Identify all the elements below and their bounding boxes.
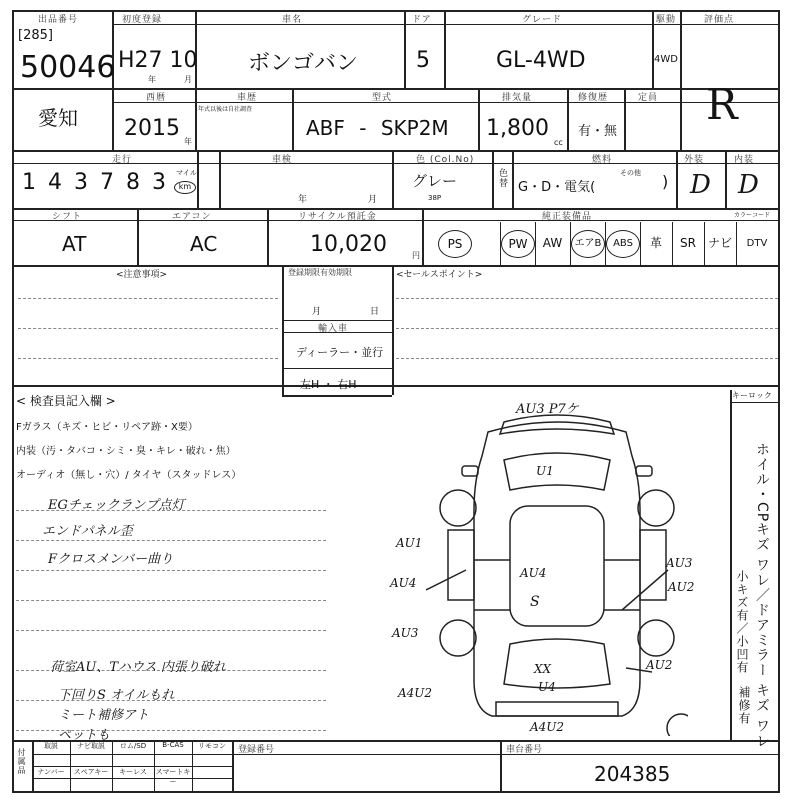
registration-number-label: 登録番号 [238,745,275,755]
equipment-list [422,222,778,265]
rear-bumper [496,702,618,716]
accessory-item: 取説 [44,742,58,750]
equipment-label: PS [438,230,472,258]
inspector-title: < 検査員記入欄 > [16,394,116,408]
rule [32,754,232,755]
mileage-digit: 4 [48,170,62,195]
accessories-row-1 [32,741,232,754]
door-label: ドア [412,15,432,25]
inspection-month: 月 [368,195,378,205]
rule [232,740,234,792]
history-label: 車歴 [237,93,258,103]
ac-value: AC [190,232,218,256]
model-value: ABF - SKP2M [306,116,449,140]
equipment-label: PW [501,230,535,258]
rule [282,395,392,397]
deadline-day: 日 [370,307,380,317]
displacement-label: 排気量 [502,93,533,103]
accessory-item: ナビ取説 [77,742,105,750]
rule [12,385,780,387]
fuel-value: G・D・電気( [518,180,596,195]
rule [392,265,394,395]
accessory-item: スペアキー [73,768,109,776]
rule [392,150,394,208]
rule [730,402,778,403]
rule [197,150,199,208]
mileage-digit: 8 [126,170,140,195]
damage-legend-main: ホイル・CPキズ ワレ／ドアミラー キズ ワレ [754,442,770,749]
remark-4: 荷室AU、Tハウス 内張り破れ [50,660,226,675]
car-name-label: 車名 [282,15,303,25]
rule [730,390,732,740]
dash-line [18,328,278,329]
rule [624,88,626,150]
dash-line [16,570,326,571]
lot-number: 50046 [20,50,116,85]
lot-label: 出品番号 [38,15,79,25]
repair-value: 有・無 [578,124,618,139]
color-code-tag: カラーコード [734,212,771,219]
first-reg-year-unit: 年 [148,75,156,84]
remark-2: エンドパネル歪 [42,524,133,539]
rule [680,10,682,150]
rule [404,10,406,88]
displacement-unit: cc [554,138,563,147]
recycle-label: リサイクル預託金 [298,212,377,222]
vehicle-diagram [426,410,688,736]
rule [137,208,139,265]
mark-front-bumper: AU3 P7ケ [516,402,579,417]
import-label: 輸入車 [318,324,349,334]
rule [267,208,269,265]
accessory-item: スマートキー [155,768,191,786]
equipment-item [422,222,500,265]
fuel-close-paren: ) [662,172,669,191]
drive-value: 4WD [654,54,678,65]
equipment-label: 純正装備品 [542,212,593,222]
car-name-value: ボンゴバン [248,51,359,76]
mileage-digit: 1 [22,170,36,195]
color-change-label: 色替 [497,168,507,188]
damage-legend-repair: 補修有 [737,686,751,725]
mark-roof-s: S [530,594,540,610]
damage-legend-sub: 小キズ有／小凹有 [735,570,749,674]
equipment-label: DTV [746,238,768,249]
model-label: 型式 [372,93,393,103]
mileage-unit-km: km [174,181,196,194]
region-value: 愛知 [38,106,78,130]
color-label: 色 (Col.No) [416,155,475,165]
windshield [504,453,610,490]
equipment-label: AW [542,236,563,250]
shift-value: AT [62,232,87,256]
equipment-label: 革 [649,236,662,250]
rule [292,88,294,150]
remark-5: 下回りS オイルもれ [58,688,175,703]
rule [12,88,780,90]
wheel-front-right [638,490,674,526]
mark-rear-bumper: A4U2 [530,720,565,734]
color-code: 38P [428,194,442,202]
rule [652,10,654,88]
chassis-number-label: 車台番号 [506,745,543,755]
drive-label: 駆動 [656,15,677,25]
rule [676,150,678,208]
year-label: 西暦 [146,93,167,103]
eval-label: 評価点 [704,15,735,25]
door-value: 5 [416,48,430,73]
mirror-right [636,466,652,476]
dash-line [396,358,778,359]
pointer-line [426,570,466,590]
accessories-label: 付属品 [17,748,26,775]
rule [492,150,494,208]
equipment-item [640,222,672,265]
recycle-value: 10,020 [310,232,387,257]
mirror-left [462,466,478,476]
auction-sheet [12,10,780,792]
rule [778,10,780,792]
accessory-item: B-CAS [162,741,184,749]
inspection-year: 年 [298,195,308,205]
accessories-row-2 [32,767,232,786]
mark-right-front: AU3 [666,556,693,570]
displacement-value: 1,800 [486,116,549,141]
accessory-item: リモコン [198,742,226,750]
rule [500,740,502,792]
recycle-unit: 円 [412,251,420,260]
mark-hood: U1 [536,464,554,478]
eval-value: R [706,80,738,129]
rule [12,208,780,210]
capacity-label: 定員 [638,93,659,103]
pointer-line [622,570,668,610]
dash-line [16,630,326,631]
rule [32,778,232,779]
equipment-item [736,222,778,265]
interior-line: 内装（汚・タバコ・シミ・臭・キレ・破れ・焦） [16,446,236,457]
mileage-digit: 3 [74,170,88,195]
mark-left-mid: AU4 [390,576,417,590]
deadline-label: 登録期限有効期限 [288,268,352,277]
remark-1: EGチェックランプ点灯 [48,498,185,513]
accessory-item: ロム/SD [119,742,147,750]
keylock-label: キーロック [732,391,772,400]
rule [282,265,284,395]
mark-left-front: AU1 [396,536,423,550]
dash-line [396,328,778,329]
repair-label: 修復歴 [578,93,609,103]
right-side-panel [640,530,666,600]
rule [219,150,221,208]
deadline-month: 月 [312,307,322,317]
dealer-options: ディーラー・並行 [296,346,384,359]
mark-roof: AU4 [520,566,547,580]
remark-3: Fクロスメンバー曲り [48,552,174,567]
wheel-rear-left [440,620,476,656]
equipment-item [500,222,535,265]
windshield-line: Fガラス（キズ・ヒビ・リペア跡・X要） [16,422,198,433]
rule [567,88,569,150]
rule [444,10,446,88]
shift-label: シフト [52,212,83,222]
front-bumper [500,415,614,434]
wheel-rear-right [638,620,674,656]
fuel-label: 燃料 [592,155,613,165]
remark-6: ミート補修アト [58,708,150,723]
dash-line [18,298,278,299]
exterior-value: D [690,170,711,200]
first-reg-month-unit: 月 [184,75,192,84]
interior-label: 内装 [734,155,755,165]
first-reg-label: 初度登録 [122,15,163,25]
history-note: 年式以後は自社調査 [198,106,253,113]
color-value: グレー [412,172,458,190]
year-unit: 年 [184,137,192,146]
dash-line [16,540,326,541]
body-outline [474,422,640,716]
rule [12,10,14,792]
dash-line [396,298,778,299]
mileage-label: 走行 [112,155,133,165]
handle-options: 左H ・ 右H [300,378,357,391]
spare-wheel [667,714,688,736]
grade-value: GL-4WD [496,48,586,73]
notes-label: <注意事項> [116,270,168,280]
equipment-label: SR [680,236,696,250]
equipment-item [535,222,570,265]
rule [12,220,780,221]
equipment-label: ナビ [707,236,732,250]
equipment-item [704,222,736,265]
first-reg-value: H27 10 [118,48,198,73]
mark-right-rear: AU2 [668,580,695,594]
accessory-item: ナンバー [37,768,65,776]
equipment-item [672,222,704,265]
sales-point-label: <セールスポイント> [396,270,483,280]
dash-line [18,358,278,359]
rule [478,88,480,150]
year-value: 2015 [124,116,180,141]
inspection-label: 車検 [272,155,293,165]
equipment-label: ABS [606,230,640,258]
dash-line [16,600,326,601]
equipment-item [570,222,605,265]
rule [512,150,514,208]
left-side-panel [448,530,474,600]
rule [725,150,727,208]
mark-rear-window: XX [534,662,552,676]
mark-right-quarter: AU2 [646,658,673,672]
mark-left-rear: AU3 [392,626,419,640]
wheel-front-left [440,490,476,526]
mark-rear-left: A4U2 [398,686,433,700]
grade-label: グレード [522,15,563,25]
interior-value: D [738,170,759,200]
mileage-unit-mile: マイル [176,169,197,177]
remark-7: ペットも [58,728,111,743]
fuel-other-label: その他 [620,169,641,177]
lot-bracket: [285] [18,28,53,43]
ac-label: エアコン [172,212,212,222]
equipment-item [605,222,640,265]
rear-window [504,639,610,688]
chassis-number-value: 204385 [594,762,671,786]
equipment-label: エアB [571,230,605,258]
accessory-item: キーレス [119,768,147,776]
exterior-label: 外装 [684,155,705,165]
mark-back-door: U4 [538,680,556,694]
rule [282,368,392,369]
rule [12,791,780,793]
mileage-digit: 7 [100,170,114,195]
mileage-digit: 3 [152,170,166,195]
rule [195,88,197,150]
audio-tire-line: オーディオ（無し・穴）/ タイヤ（スタッドレス） [16,470,242,481]
